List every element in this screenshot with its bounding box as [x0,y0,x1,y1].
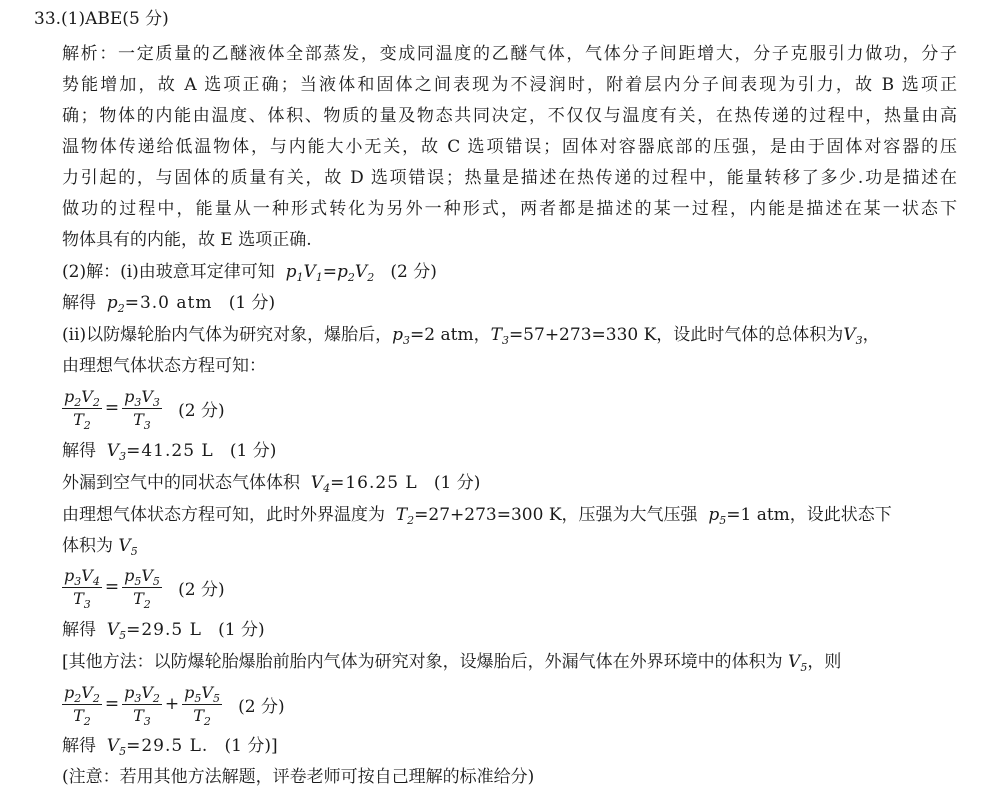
t3-value: =57+273=330 K，设此时气体的总体积为 [508,325,844,345]
v5-result: 解得 $V_5=29.5$ L (1 分) [62,620,265,642]
alt-result-prefix: 解得 [62,736,96,756]
analysis-line-5: 力引起的，与固体的质量有关，故 D 选项错误；热量是描述在热传递的过程中，能量转移了多少.功是描述在 [62,168,957,188]
v3-result: 解得 $V_3=41.25$ L (1 分) [62,441,277,463]
part2-i-prefix: (2)解：(ⅰ)由玻意耳定律可知 [62,262,275,282]
external-state-line: 由理想气体状态方程可知，此时外界温度为 $T_2=27+273=300$ K，压强为大气压强 $p_5=1$ atm，设此状态下 [62,505,892,527]
p5-value: =1 atm，设此状态下 [726,505,892,525]
part2-i-result-prefix: 解得 [62,293,96,313]
analysis-line-3: 确；物体的内能由温度、体积、物质的量及物态共同决定，不仅仅与温度有关，在热传递的过程中，热量由高 [62,106,957,126]
ext-a: 由理想气体状态方程可知，此时外界温度为 [62,505,385,525]
equation-1: $\frac{p_2V_2}{T_2}$ = $\frac{p_3V_3}{T_3}$ (2 分) [64,386,225,432]
question-number: 33. [34,9,62,29]
alt-result-value: =29.5 L. [126,736,209,756]
v4-prefix: 外漏到空气中的同状态气体体积 [62,473,300,493]
part2-i-result: 解得 $p_2=3.0$ atm (1 分) [62,293,276,315]
analysis-line-4: 温物体传递给低温物体，与内能大小无关，故 C 选项错误；固体对容器底部的压强，是由于固体对容器的压 [62,137,957,157]
analysis-line-7: 物体具有的内能，故 E 选项正确. [62,230,312,250]
equation-3: $\frac{p_2V_2}{T_2}$ = $\frac{p_3V_2}{T_3}$ + $\frac{p_5V_5}{T_2}$ (2 分) [64,682,285,728]
alt-result-points: (1 分)] [224,736,278,756]
boyle-law-equation: $p_1V_1=p_2V_2$ [280,262,375,284]
part2-ii-intro: (ⅱ)以防爆轮胎内气体为研究对象，爆胎后，$p_3=2$ atm，$T_3=57+273=330$ K，设此时气体的总体积为$V_3$， [62,325,880,347]
v3-prefix: 解得 [62,441,96,461]
v4-result: 外漏到空气中的同状态气体体积 $V_4=16.25$ L (1 分) [62,473,481,495]
equation-2: $\frac{p_3V_4}{T_3}$ = $\frac{p_5V_5}{T_2}$ (2 分) [64,565,225,611]
v5-value: =29.5 L [126,620,202,640]
part2-ii-intro-a: (ⅱ)以防爆轮胎内气体为研究对象，爆胎后， [62,325,393,345]
part2-i-line [62,260,437,284]
part2-i-points: (2 分) [390,262,437,282]
v3-points: (1 分) [229,441,277,461]
t2-value: =27+273=300 K，压强为大气压强 [414,505,698,525]
v5-prefix: 解得 [62,620,96,640]
analysis-line-1: 解析：一定质量的乙醚液体全部蒸发，变成同温度的乙醚气体，气体分子间距增大，分子克服引力做功，分子 [62,44,957,64]
alternative-method: [其他方法：以防爆轮胎爆胎前胎内气体为研究对象，设爆胎后，外漏气体在外界环境中的体积为 $V_5$，则 [62,652,842,674]
equation-1-points: (2 分) [178,400,225,421]
v4-points: (1 分) [433,473,481,493]
part2-ii-intro-line2: 由理想气体状态方程可知： [62,356,266,376]
alt-tail: ，则 [807,652,842,672]
alt-result: 解得 $V_5=29.5$ L. (1 分)] [62,736,278,758]
v4-value: =16.25 L [330,473,418,493]
part2-i-result-points: (1 分) [228,293,276,313]
grading-note: (注意：若用其他方法解题，评卷老师可按自己理解的标准给分) [62,767,535,787]
v5-points: (1 分) [218,620,265,640]
v3-value: =41.25 L [126,441,214,461]
p2-value: =3.0 atm [124,293,213,313]
equation-3-points: (2 分) [238,696,285,717]
ext-line2: 体积为 [62,536,113,556]
alt-text: [其他方法：以防爆轮胎爆胎前胎内气体为研究对象，设爆胎后，外漏气体在外界环境中的体积为 [62,652,783,672]
analysis-line-6: 做功的过程中，能量从一种形式转化为另外一种形式，两者都是描述的某一过程，内能是描述在某一状态下 [62,199,957,219]
part2-ii-intro-d: ， [862,325,880,345]
part1-answer: (1)ABE(5 分) [61,9,169,29]
analysis-line-2: 势能增加，故 A 选项正确；当液体和固体之间表现为不浸润时，附着层内分子间表现为引力，故 B 选项正 [62,75,957,95]
external-state-line2: 体积为 $V_5$ [62,536,138,558]
equation-2-points: (2 分) [178,579,225,600]
p3-value: =2 atm， [410,325,491,345]
question-header [34,7,169,31]
